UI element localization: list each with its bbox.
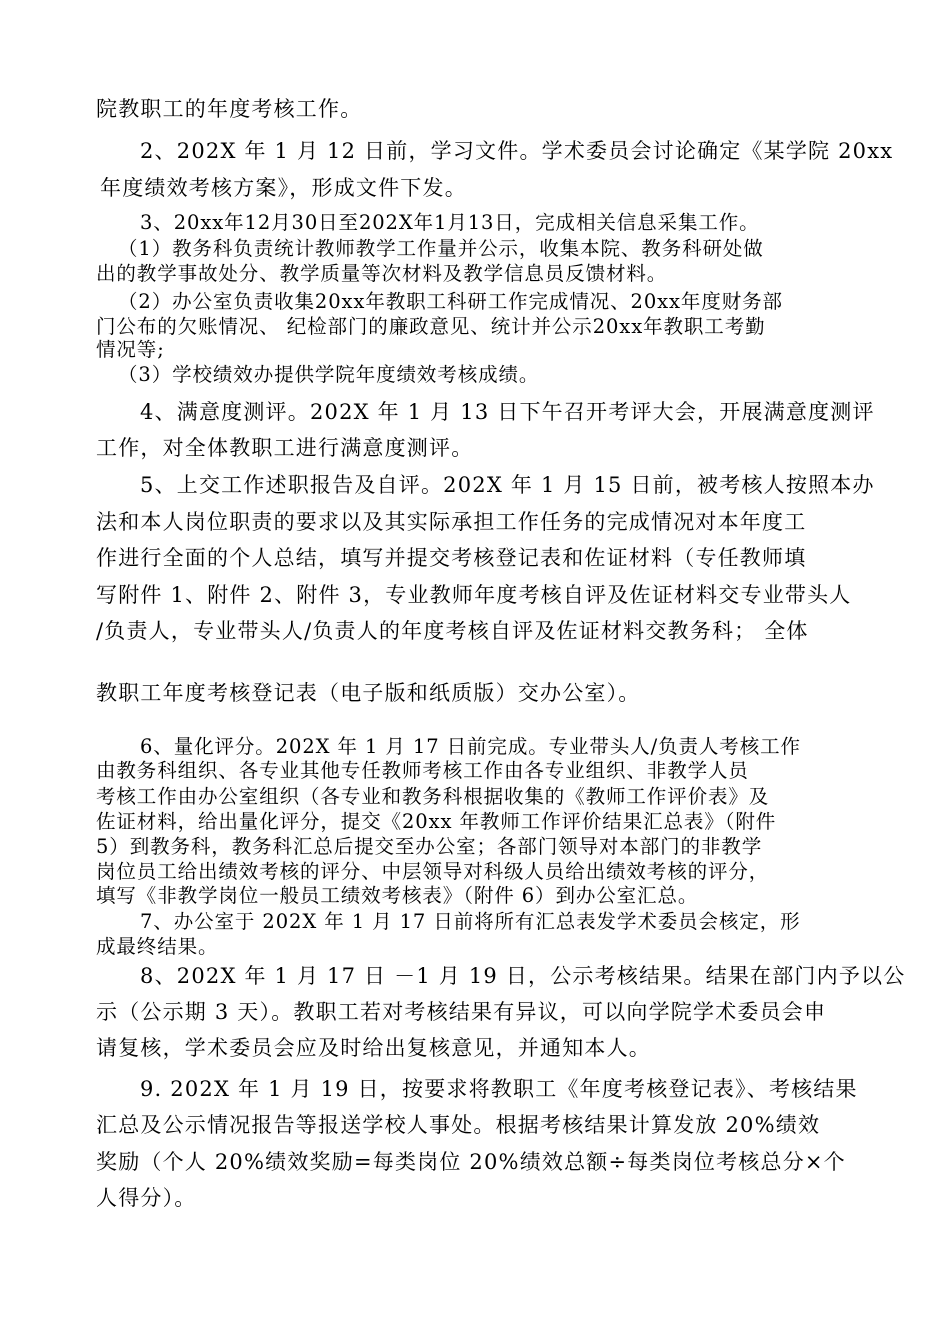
text-line: 3、20xx年12月30日至202X年1月13日，完成相关信息采集工作。 [140,211,760,234]
text-line: 法和本人岗位职责的要求以及其实际承担工作任务的完成情况对本年度工 [96,510,807,534]
text-line: 9. 202X 年 1 月 19 日，按要求将教职工《年度考核登记表》、考核结果 [140,1077,858,1101]
text-line: 奖励（个人 20%绩效奖励=每类岗位 20%绩效总额÷每类岗位考核总分×个 [96,1150,846,1174]
text-line: 请复核，学术委员会应及时给出复核意见，并通知本人。 [96,1036,651,1060]
text-line: 8、202X 年 1 月 17 日 －1 月 19 日，公示考核结果。结果在部门内予以公 [140,964,906,988]
text-line: （1）教务科负责统计教师教学工作量并公示，收集本院、教务科研处做 [118,237,764,260]
text-line: 工作，对全体教职工进行满意度测评。 [96,436,474,460]
text-line: 示（公示期 3 天）。教职工若对考核结果有异议，可以向学院学术委员会申 [96,1000,827,1024]
text-line: 年度绩效考核方案》，形成文件下发。 [100,176,467,200]
text-line: 汇总及公示情况报告等报送学校人事处。根据考核结果计算发放 20%绩效 [96,1113,821,1137]
text-line: 由教务科组织、各专业其他专任教师考核工作由各专业组织、非教学人员 [96,759,749,782]
text-line: /负责人，专业带头人/负责人的年度考核自评及佐证材料交教务科； 全体 [96,619,809,643]
text-line: 考核工作由办公室组织（各专业和教务科根据收集的《教师工作评价表》及 [96,785,770,808]
text-line: 作进行全面的个人总结，填写并提交考核登记表和佐证材料（专任教师填 [96,546,807,570]
text-line: 写附件 1、附件 2、附件 3，专业教师年度考核自评及佐证材料交专业带头人 [96,583,852,607]
text-line: 成最终结果。 [96,935,219,958]
text-line: 6、量化评分。202X 年 1 月 17 日前完成。专业带头人/负责人考核工作 [140,735,801,758]
text-line: 人得分）。 [96,1186,197,1210]
text-line: 填写《非教学岗位一般员工绩效考核表》（附件 6）到办公室汇总。 [96,884,699,907]
text-line: 5、上交工作述职报告及自评。202X 年 1 月 15 日前，被考核人按照本办 [140,473,875,497]
text-line: 教职工年度考核登记表（电子版和纸质版）交办公室）。 [96,681,641,705]
text-line: 佐证材料，给出量化评分，提交《20xx 年教师工作评价结果汇总表》（附件 [96,810,777,833]
text-line: （2）办公室负责收集20xx年教职工科研工作完成情况、20xx年度财务部 [118,290,783,313]
text-line: 5）到教务科，教务科汇总后提交至办公室；各部门领导对本部门的非教学 [96,835,763,858]
text-line: 出的教学事故处分、教学质量等次材料及教学信息员反馈材料。 [96,262,668,285]
text-line: （3）学校绩效办提供学院年度绩效考核成绩。 [118,363,540,386]
text-line: 院教职工的年度考核工作。 [96,97,363,121]
text-line: 2、202X 年 1 月 12 日前，学习文件。学术委员会讨论确定《某学院 20xx [140,139,894,163]
text-line: 4、满意度测评。202X 年 1 月 13 日下午召开考评大会，开展满意度测评 [140,400,875,424]
text-line: 7、办公室于 202X 年 1 月 17 日前将所有汇总表发学术委员会核定，形 [140,910,801,933]
text-line: 门公布的欠账情况、 纪检部门的廉政意见、统计并公示20xx年教职工考勤 [96,315,766,338]
text-line: 情况等; [96,338,165,361]
text-line: 岗位员工给出绩效考核的评分、中层领导对科级人员给出绩效考核的评分， [96,860,770,883]
